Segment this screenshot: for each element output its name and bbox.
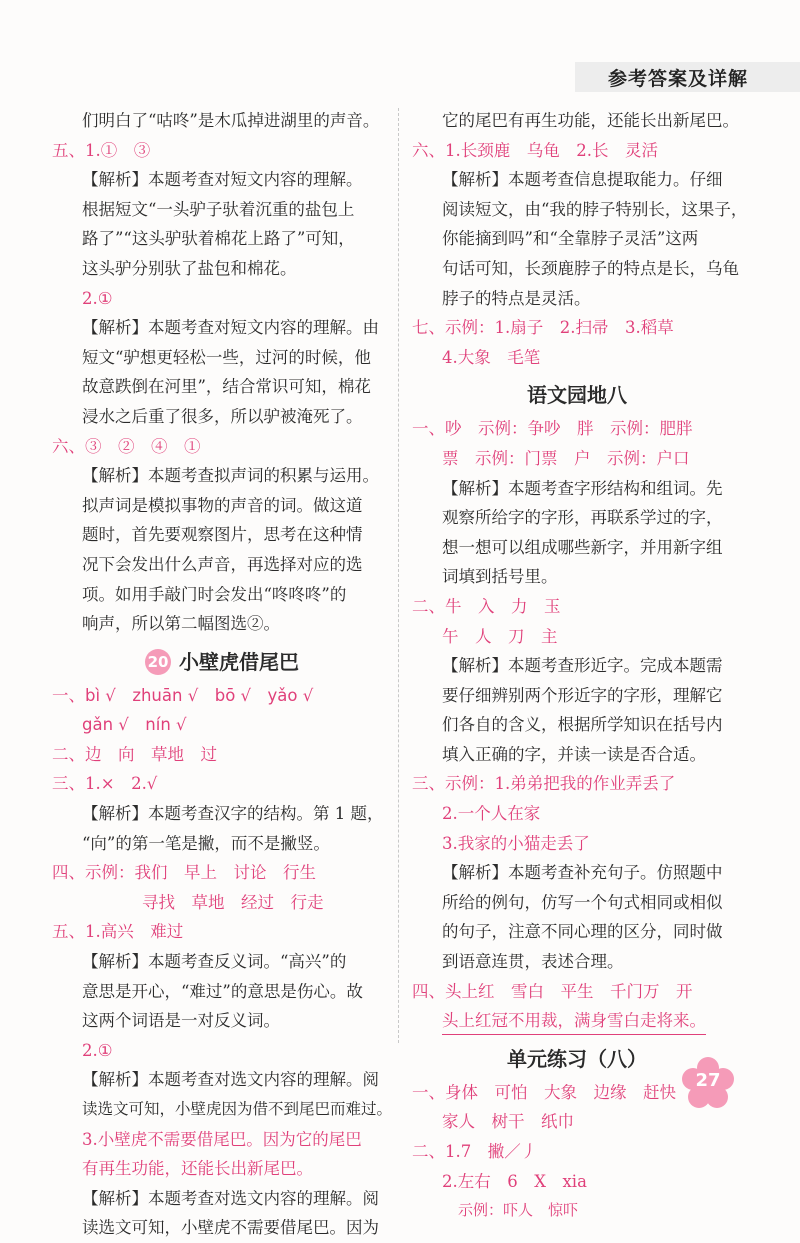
text-line: 路了”“这头驴驮着棉花上路了”可知， (82, 229, 355, 249)
analysis-line: 【解析】本题考查拟声词的积累与运用。 (82, 466, 379, 486)
text-line: 短文“驴想更轻松一些，过河的时候，他 (82, 347, 371, 367)
answer-line: 二、1.7 撇／丿 (412, 1142, 538, 1161)
text-line: 所给的例句，仿写一个句式相同或相似 (442, 892, 723, 912)
answer-line: 寻找 草地 经过 行走 (142, 892, 324, 912)
answer-line: 2.左右 6 X xia (442, 1171, 587, 1191)
page-number: 27 (695, 1070, 721, 1091)
lesson-number-badge: 20 (145, 649, 171, 675)
answer-line: 4.大象 毛笔 (442, 347, 541, 367)
analysis-line: 【解析】本题考查对短文内容的理解。由 (82, 318, 379, 338)
text-line: 想一想可以组成哪些新字，并用新字组 (442, 537, 723, 557)
text-line: “向”的第一笔是撇，而不是撇竖。 (82, 833, 330, 853)
analysis-line: 【解析】本题考查对短文内容的理解。 (82, 170, 363, 190)
answer-line: 五、1.高兴 难过 (52, 922, 184, 942)
text-line: 你能摘到吗”和“全靠脖子灵活”这两 (442, 229, 699, 249)
answer-line: 七、示例：1.扇子 2.扫帚 3.稻草 (412, 318, 674, 338)
analysis-line: 【解析】本题考查形近字。完成本题需 (442, 656, 723, 676)
answer-line: 二、牛 入 力 玉 (412, 596, 561, 616)
text-line: 况下会发出什么声音，再选择对应的选 (82, 554, 363, 574)
left-column (52, 106, 392, 1243)
answer-line: 有再生功能，还能长出新尾巴。 (82, 1159, 313, 1179)
column-divider (398, 108, 399, 1043)
text-line: 填入正确的字，并读一读是否合适。 (442, 744, 706, 764)
answer-line: 3.小壁虎不需要借尾巴。因为它的尾巴 (82, 1129, 362, 1149)
text-line: 项。如用手敲门时会发出“咚咚咚”的 (82, 584, 347, 604)
answer-line: 2.① (82, 1040, 113, 1060)
answer-line: gǎn √ nín √ (82, 715, 187, 735)
answer-line: 3.我家的小猫走丢了 (442, 833, 590, 853)
text-line: 观察所给字的字形，再联系学过的字， (442, 508, 723, 528)
text-line: 题时，首先要观察图片，思考在这种情 (82, 525, 363, 545)
answer-line: 一、身体 可怕 大象 边缘 赶快 (412, 1082, 676, 1102)
text-line: 词填到括号里。 (442, 567, 558, 587)
answer-line: 四、示例：我们 早上 讨论 行生 (52, 863, 316, 883)
answer-line: 二、边 向 草地 过 (52, 744, 217, 764)
answer-line: 四、头上红 雪白 平生 千门万 开 (412, 981, 693, 1001)
analysis-line: 【解析】本题考查对选文内容的理解。阅 (82, 1070, 379, 1090)
answer-line: 三、示例：1.弟弟把我的作业弄丢了 (412, 774, 676, 794)
answer-line: 2.① (82, 288, 113, 308)
text-line: 这两个词语是一对反义词。 (82, 1011, 280, 1031)
answer-line (412, 1006, 742, 1036)
text-line: 句话可知，长颈鹿脖子的特点是长，乌龟 (442, 258, 739, 278)
page-number-badge (680, 1056, 736, 1112)
answer-line: 一、bì √ zhuān √ bō √ yǎo √ (52, 685, 314, 705)
analysis-line: 【解析】本题考查字形结构和组词。先 (442, 478, 723, 498)
text-line: 脖子的特点是灵活。 (442, 288, 591, 308)
text-line: 们各自的含义，根据所学知识在括号内 (442, 715, 723, 735)
answer-line: 家人 树干 纸巾 (442, 1112, 574, 1132)
text-line: 这头驴分别驮了盐包和棉花。 (82, 258, 297, 278)
analysis-line: 【解析】本题考查补充句子。仿照题中 (442, 863, 723, 883)
text-line: 响声，所以第二幅图选②。 (82, 614, 280, 634)
section-title-unit-practice: 单元练习（八） (507, 1046, 647, 1071)
text-line: 读选文可知，小壁虎不需要借尾巴。因为 (82, 1218, 379, 1238)
lesson-title (52, 647, 392, 677)
answer-line: 五、1.① ③ (52, 140, 151, 160)
text-line: 拟声词是模拟事物的声音的词。做这道 (82, 495, 363, 515)
analysis-line: 【解析】本题考查对选文内容的理解。阅 (82, 1188, 379, 1208)
page-header-title: 参考答案及详解 (607, 68, 748, 90)
answer-line: 2.一个人在家 (442, 804, 541, 824)
text-line: 读选文可知，小壁虎因为借不到尾巴而难过。 (82, 1100, 393, 1118)
poem-answer: 头上红冠不用裁，满身雪白走将来。 (442, 1008, 706, 1035)
answer-line: 示例：吓人 惊吓 (458, 1201, 579, 1220)
answer-line: 票 示例：门票 户 示例：户口 (442, 448, 690, 468)
text-line: 浸水之后重了很多，所以驴被淹死了。 (82, 406, 363, 426)
answer-line: 六、1.长颈鹿 乌龟 2.长 灵活 (412, 140, 658, 160)
answer-line: 一、吵 示例：争吵 胖 示例：肥胖 (412, 419, 693, 439)
text-line: 们明白了“咕咚”是木瓜掉进湖里的声音。 (82, 111, 380, 130)
analysis-line: 【解析】本题考查信息提取能力。仔细 (442, 170, 723, 190)
answer-line: 午 人 刀 主 (442, 626, 558, 646)
analysis-line: 【解析】本题考查反义词。“高兴”的 (82, 952, 347, 972)
text-line: 意思是开心，“难过”的意思是伤心。故 (82, 981, 363, 1001)
lesson-title-text: 小壁虎借尾巴 (179, 649, 299, 674)
answer-line: 三、1.× 2.√ (52, 774, 158, 794)
text-line: 到语意连贯，表述合理。 (442, 952, 624, 972)
text-line: 要仔细辨别两个形近字的字形，理解它 (442, 685, 723, 705)
analysis-line: 【解析】本题考查汉字的结构。第 1 题， (82, 804, 384, 824)
text-line: 故意跌倒在河里”，结合常识可知，棉花 (82, 377, 371, 397)
text-line: 根据短文“一头驴子驮着沉重的盐包上 (82, 199, 355, 219)
answer-line: 六、③ ② ④ ① (52, 436, 201, 456)
text-line: 的句子，注意不同心理的区分，同时做 (442, 922, 723, 942)
text-line: 它的尾巴有再生功能，还能长出新尾巴。 (442, 111, 739, 130)
text-line: 阅读短文，由“我的脖子特别长，这果子， (442, 199, 748, 219)
section-title-yuwen-yuandi: 语文园地八 (527, 383, 627, 408)
